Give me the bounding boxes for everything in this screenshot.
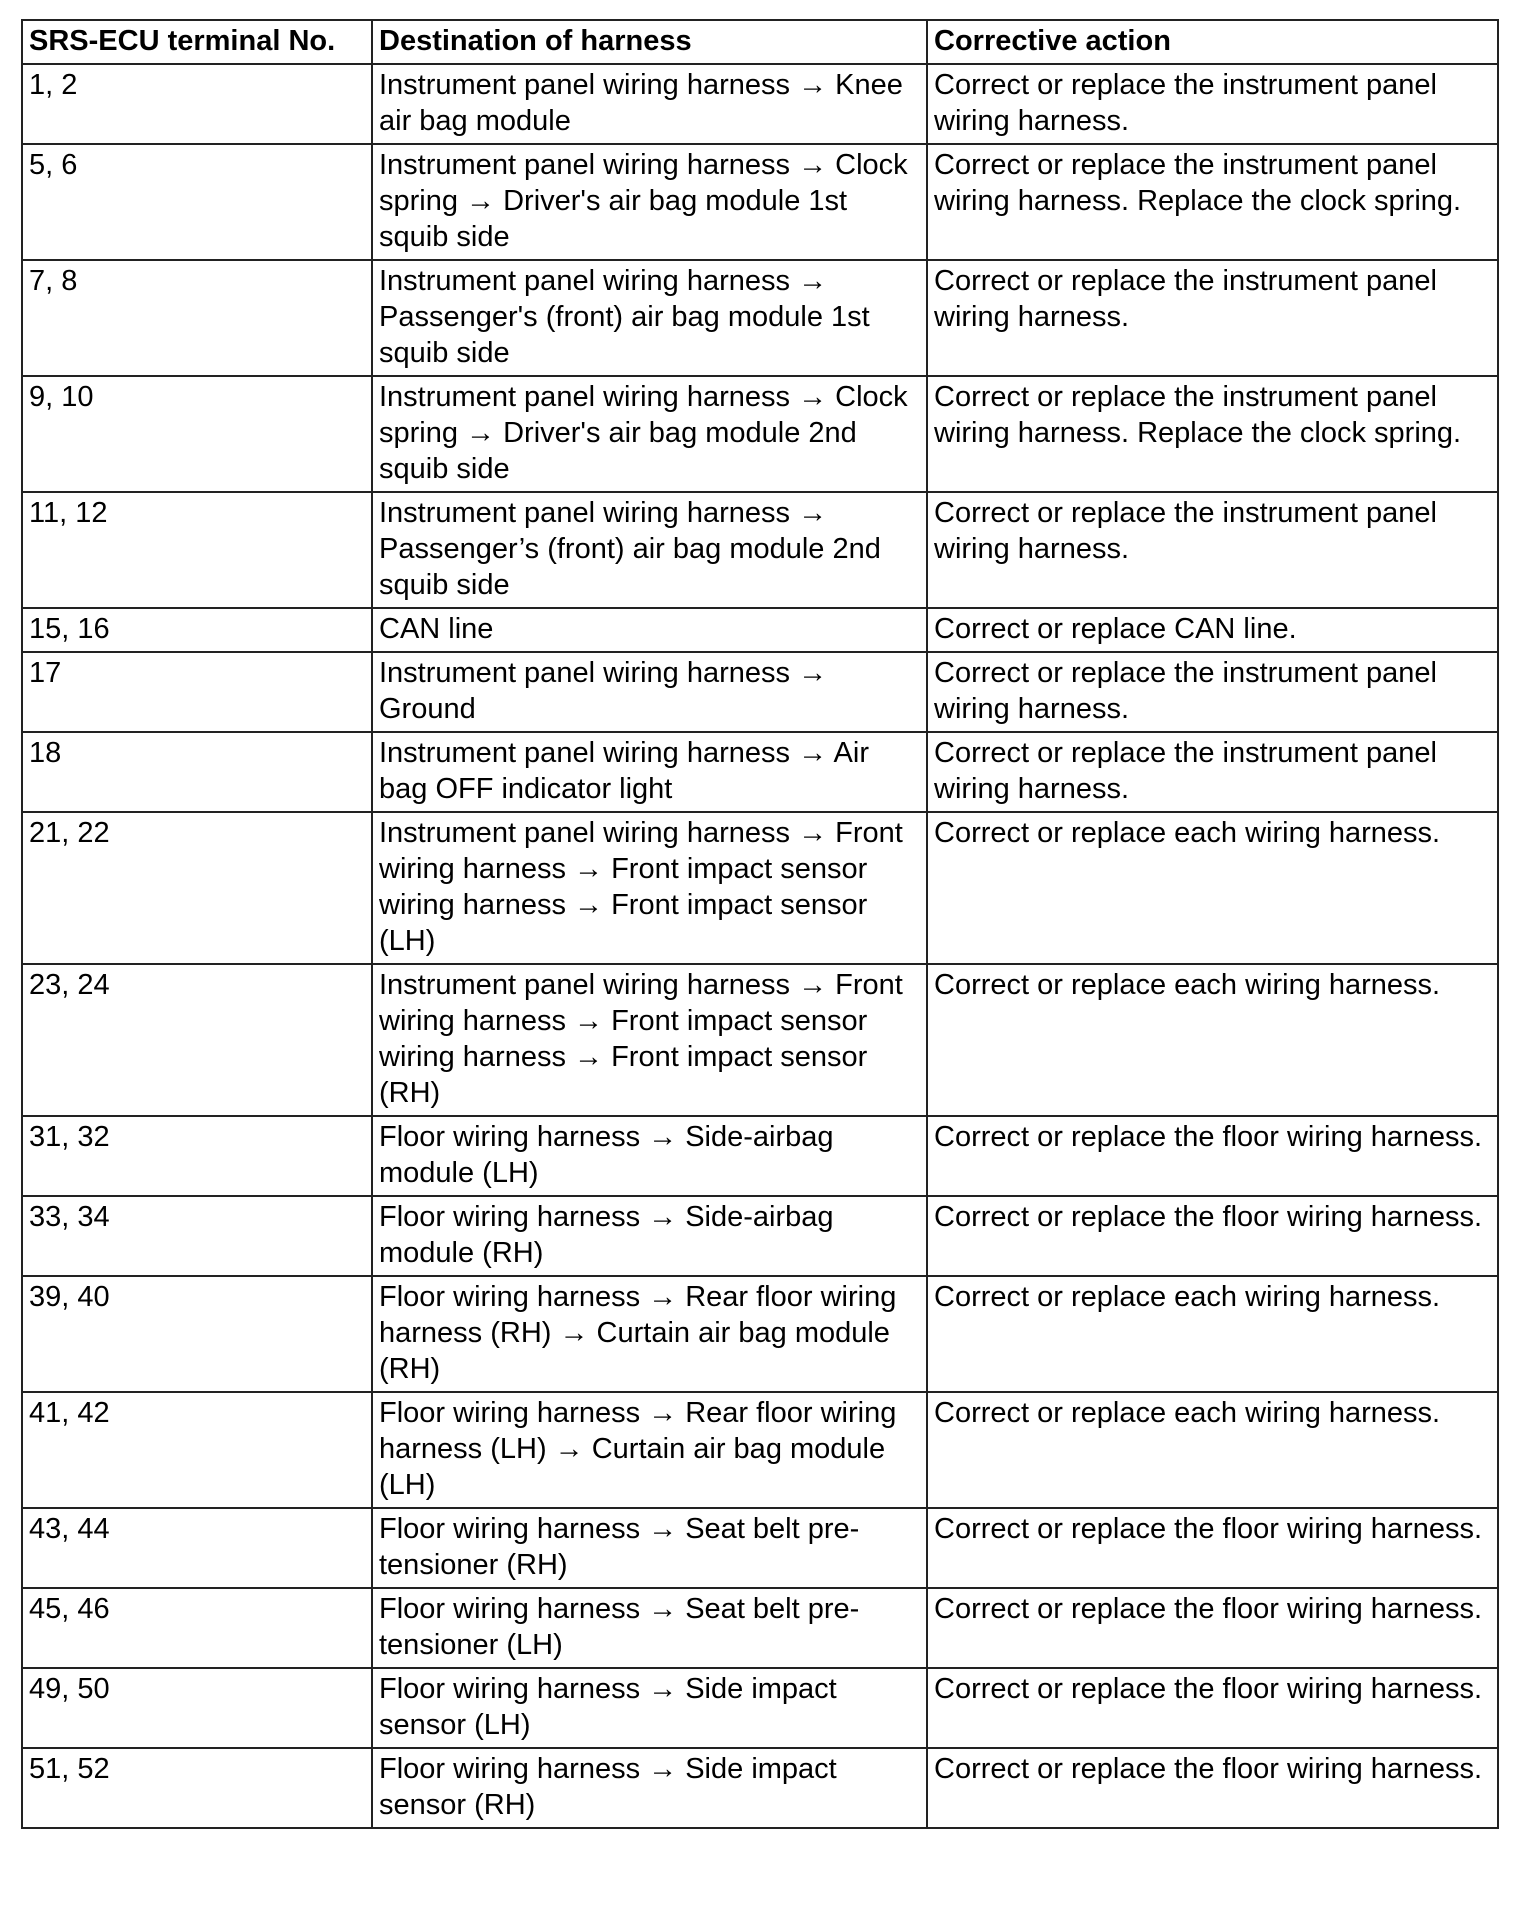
terminal-cell: 23, 24 [22,964,372,1116]
action-cell: Correct or replace the floor wiring harness. [927,1748,1498,1828]
header-terminal: SRS-ECU terminal No. [22,20,372,64]
table-row [22,64,1498,144]
destination-cell: Floor wiring harness → Rear floor wiring harness (RH) → Curtain air bag module (RH) [372,1276,927,1392]
table-row [22,144,1498,260]
terminal-cell: 43, 44 [22,1508,372,1588]
terminal-cell: 33, 34 [22,1196,372,1276]
table-row [22,812,1498,964]
action-cell: Correct or replace CAN line. [927,608,1498,652]
table-row [22,376,1498,492]
table-row [22,608,1498,652]
action-cell: Correct or replace the instrument panel wiring harness. Replace the clock spring. [927,144,1498,260]
action-cell: Correct or replace the instrument panel wiring harness. [927,732,1498,812]
terminal-cell: 51, 52 [22,1748,372,1828]
destination-cell: Instrument panel wiring harness → Ground [372,652,927,732]
header-destination: Destination of harness [372,20,927,64]
terminal-cell: 9, 10 [22,376,372,492]
table-row [22,1116,1498,1196]
table-row [22,1276,1498,1392]
destination-cell: CAN line [372,608,927,652]
destination-cell: Floor wiring harness → Seat belt pre-tensioner (LH) [372,1588,927,1668]
harness-table [21,19,1499,1829]
action-cell: Correct or replace each wiring harness. [927,964,1498,1116]
table-row [22,260,1498,376]
destination-cell: Instrument panel wiring harness → Clock spring → Driver's air bag module 2nd squib side [372,376,927,492]
destination-cell: Floor wiring harness → Rear floor wiring harness (LH) → Curtain air bag module (LH) [372,1392,927,1508]
destination-cell: Floor wiring harness → Side impact sensor (LH) [372,1668,927,1748]
table-row [22,964,1498,1116]
destination-cell: Instrument panel wiring harness → Front wiring harness → Front impact sensor wiring harness → Front impact sensor (LH) [372,812,927,964]
action-cell: Correct or replace the floor wiring harness. [927,1196,1498,1276]
action-cell: Correct or replace each wiring harness. [927,1276,1498,1392]
terminal-cell: 41, 42 [22,1392,372,1508]
terminal-cell: 1, 2 [22,64,372,144]
action-cell: Correct or replace the floor wiring harness. [927,1116,1498,1196]
table-row [22,1588,1498,1668]
destination-cell: Floor wiring harness → Seat belt pre-tensioner (RH) [372,1508,927,1588]
destination-cell: Instrument panel wiring harness → Clock spring → Driver's air bag module 1st squib side [372,144,927,260]
terminal-cell: 21, 22 [22,812,372,964]
action-cell: Correct or replace the instrument panel wiring harness. [927,652,1498,732]
destination-cell: Floor wiring harness → Side-airbag module (RH) [372,1196,927,1276]
action-cell: Correct or replace the instrument panel wiring harness. [927,64,1498,144]
table-row [22,1196,1498,1276]
action-cell: Correct or replace the floor wiring harness. [927,1508,1498,1588]
destination-cell: Instrument panel wiring harness → Knee air bag module [372,64,927,144]
terminal-cell: 49, 50 [22,1668,372,1748]
action-cell: Correct or replace the instrument panel wiring harness. [927,260,1498,376]
action-cell: Correct or replace the instrument panel wiring harness. [927,492,1498,608]
terminal-cell: 11, 12 [22,492,372,608]
table-row [22,652,1498,732]
terminal-cell: 18 [22,732,372,812]
action-cell: Correct or replace each wiring harness. [927,812,1498,964]
header-action: Corrective action [927,20,1498,64]
terminal-cell: 31, 32 [22,1116,372,1196]
table-row [22,1748,1498,1828]
destination-cell: Instrument panel wiring harness → Passenger's (front) air bag module 1st squib side [372,260,927,376]
table-row [22,492,1498,608]
header-row [22,20,1498,64]
table-row [22,732,1498,812]
action-cell: Correct or replace the instrument panel wiring harness. Replace the clock spring. [927,376,1498,492]
table-row [22,1392,1498,1508]
action-cell: Correct or replace the floor wiring harness. [927,1588,1498,1668]
table-row [22,1668,1498,1748]
action-cell: Correct or replace the floor wiring harness. [927,1668,1498,1748]
terminal-cell: 15, 16 [22,608,372,652]
destination-cell: Floor wiring harness → Side-airbag module (LH) [372,1116,927,1196]
terminal-cell: 5, 6 [22,144,372,260]
terminal-cell: 17 [22,652,372,732]
destination-cell: Instrument panel wiring harness → Passenger’s (front) air bag module 2nd squib side [372,492,927,608]
terminal-cell: 7, 8 [22,260,372,376]
terminal-cell: 45, 46 [22,1588,372,1668]
destination-cell: Instrument panel wiring harness → Air bag OFF indicator light [372,732,927,812]
table-row [22,1508,1498,1588]
action-cell: Correct or replace each wiring harness. [927,1392,1498,1508]
terminal-cell: 39, 40 [22,1276,372,1392]
table-body [22,64,1498,1828]
destination-cell: Floor wiring harness → Side impact sensor (RH) [372,1748,927,1828]
destination-cell: Instrument panel wiring harness → Front wiring harness → Front impact sensor wiring harness → Front impact sensor (RH) [372,964,927,1116]
